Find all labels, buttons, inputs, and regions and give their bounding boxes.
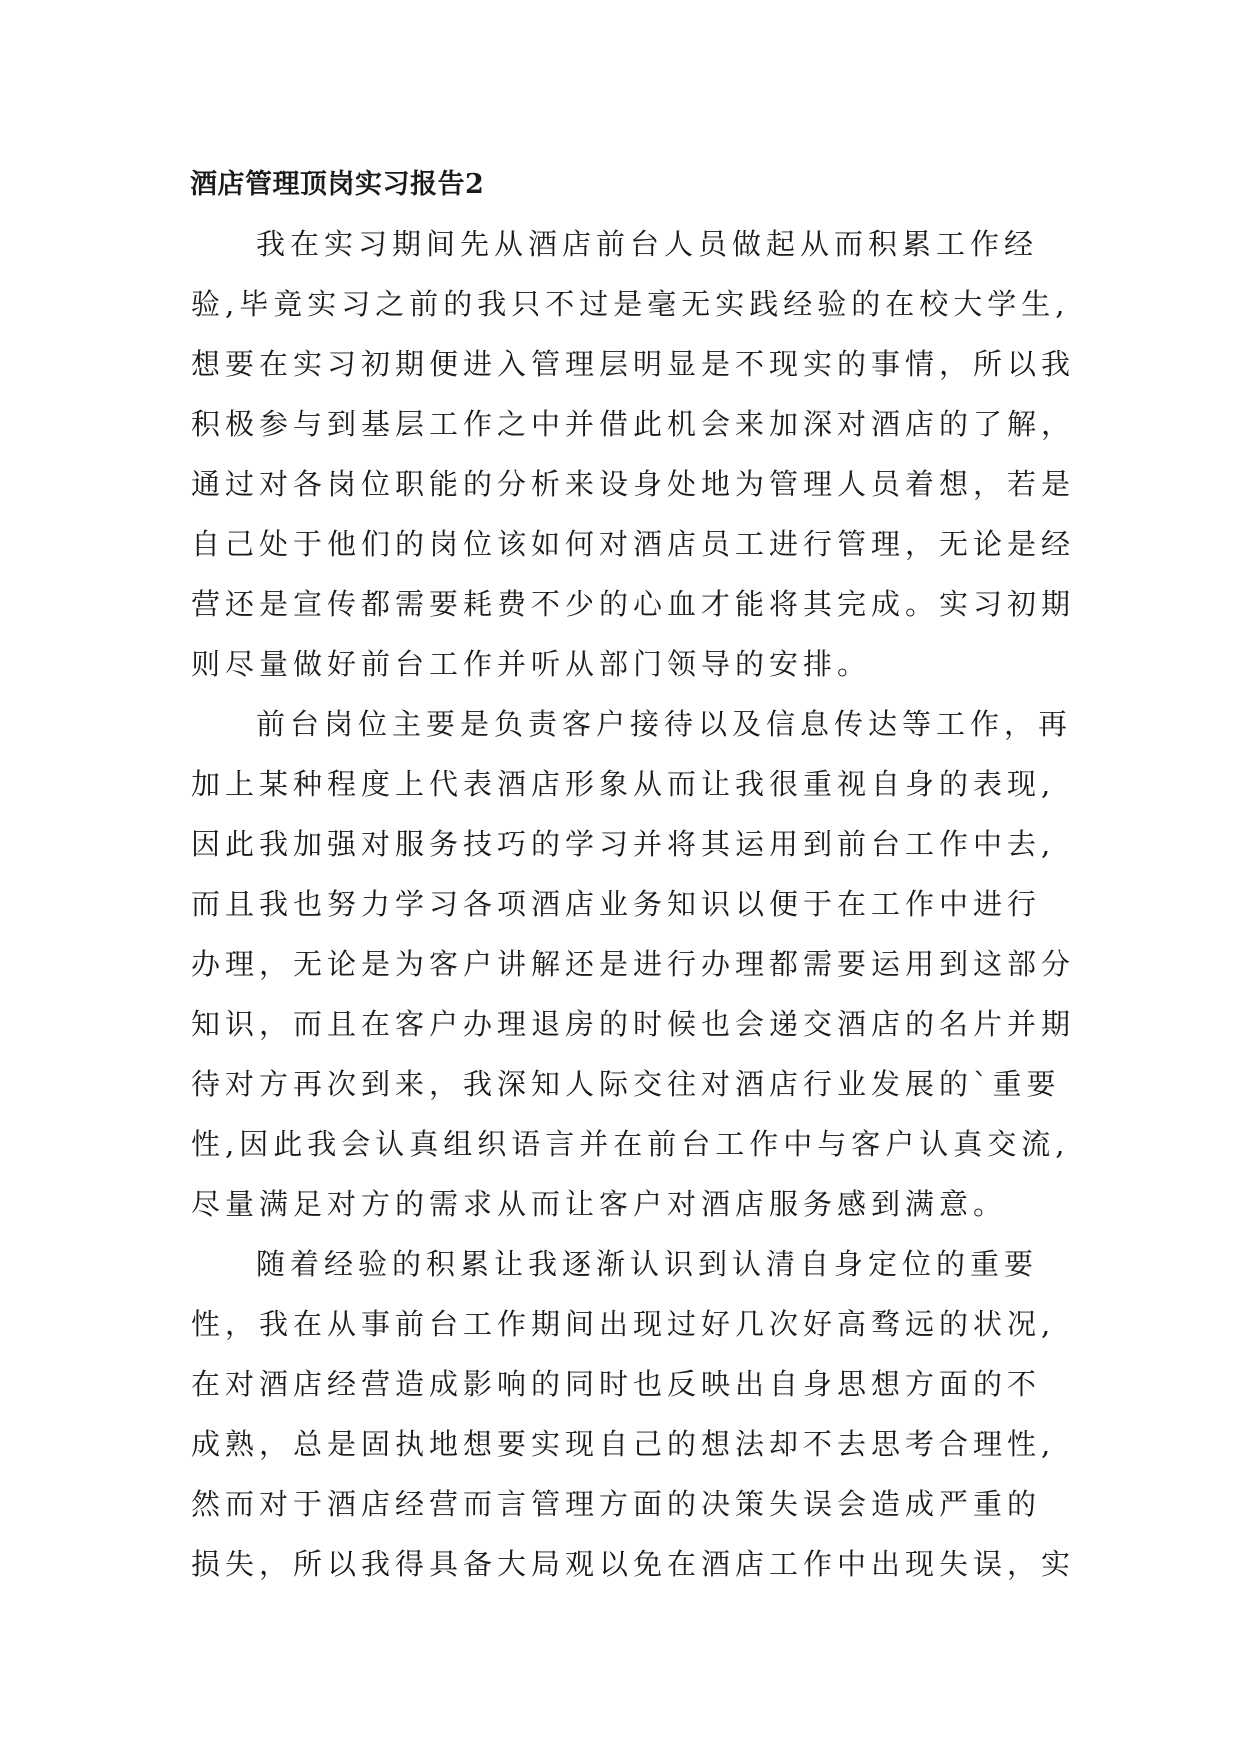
paragraph-1-line-7: 营还是宣传都需要耗费不少的心血才能将其完成。实习初期 (191, 587, 1076, 621)
paragraph-3-line-2: 性，我在从事前台工作期间出现过好几次好高骛远的状况, (191, 1307, 1056, 1341)
paragraph-1-line-3: 想要在实习初期便进入管理层明显是不现实的事情，所以我 (191, 347, 1076, 381)
paragraph-2-line-9: 尽量满足对方的需求从而让客户对酒店服务感到满意。 (191, 1187, 1008, 1221)
paragraph-3-line-4: 成熟，总是固执地想要实现自己的想法却不去思考合理性, (191, 1427, 1056, 1461)
paragraph-1-line-6: 自己处于他们的岗位该如何对酒店员工进行管理，无论是经 (191, 527, 1076, 561)
paragraph-1-line-4: 积极参与到基层工作之中并借此机会来加深对酒店的了解， (191, 407, 1076, 441)
paragraph-1-line-8: 则尽量做好前台工作并听从部门领导的安排。 (191, 647, 872, 681)
paragraph-2-line-3: 因此我加强对服务技巧的学习并将其运用到前台工作中去, (191, 827, 1056, 861)
paragraph-2-line-8: 性,因此我会认真组织语言并在前台工作中与客户认真交流, (191, 1127, 1070, 1161)
paragraph-2-line-5: 办理，无论是为客户讲解还是进行办理都需要运用到这部分 (191, 947, 1076, 981)
paragraph-3-line-5: 然而对于酒店经营而言管理方面的决策失误会造成严重的 (191, 1487, 1042, 1521)
paragraph-1-line-1: 我在实习期间先从酒店前台人员做起从而积累工作经 (256, 227, 1039, 261)
paragraph-2-line-2: 加上某种程度上代表酒店形象从而让我很重视自身的表现, (191, 767, 1056, 801)
paragraph-1-line-2: 验,毕竟实习之前的我只不过是毫无实践经验的在校大学生, (191, 287, 1070, 321)
paragraph-1-line-5: 通过对各岗位职能的分析来设身处地为管理人员着想，若是 (191, 467, 1076, 501)
paragraph-2-line-7: 待对方再次到来，我深知人际交往对酒店行业发展的`重要 (191, 1067, 1061, 1101)
paragraph-2-line-6: 知识，而且在客户办理退房的时候也会递交酒店的名片并期 (191, 1007, 1076, 1041)
paragraph-2-line-4: 而且我也努力学习各项酒店业务知识以便于在工作中进行 (191, 887, 1042, 921)
paragraph-3-line-6: 损失，所以我得具备大局观以免在酒店工作中出现失误，实 (191, 1547, 1076, 1581)
paragraph-2-line-1: 前台岗位主要是负责客户接待以及信息传达等工作，再 (256, 707, 1073, 741)
document-title: 酒店管理顶岗实习报告2 (190, 169, 485, 200)
paragraph-3-line-3: 在对酒店经营造成影响的同时也反映出自身思想方面的不 (191, 1367, 1042, 1401)
paragraph-3-line-1: 随着经验的积累让我逐渐认识到认清自身定位的重要 (256, 1247, 1039, 1281)
